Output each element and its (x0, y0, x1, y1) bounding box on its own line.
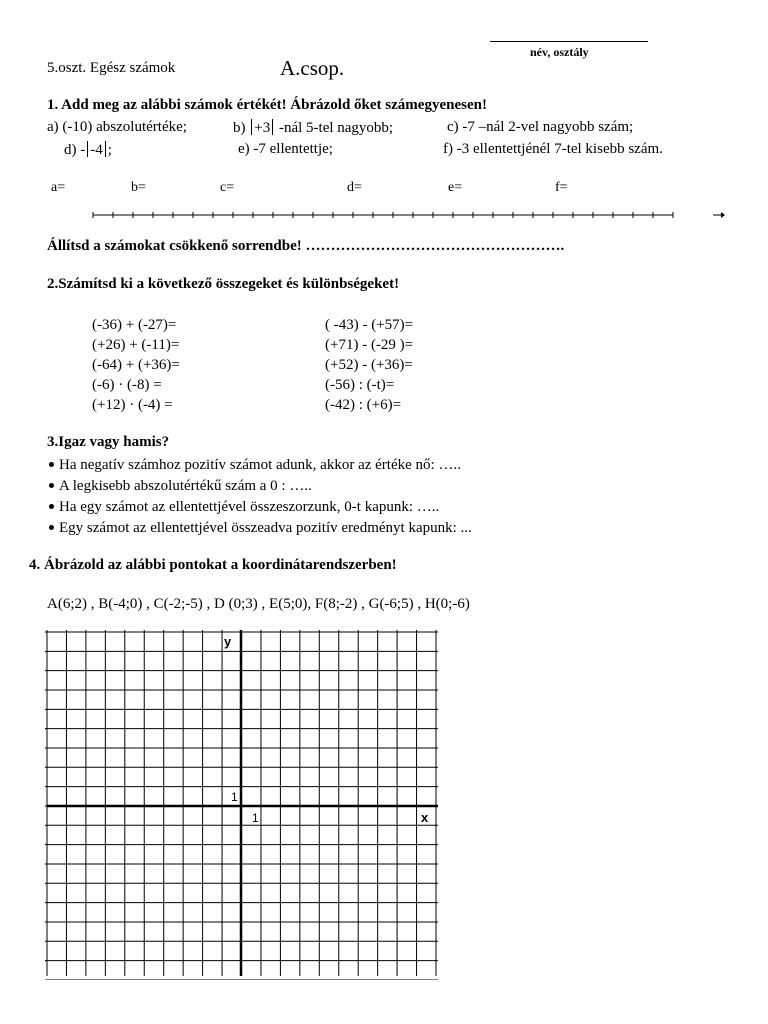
task1-d: d) - -4 ; (64, 142, 112, 158)
expression: (+12) · (-4) = (92, 397, 173, 413)
name-class-label: név, osztály (530, 45, 589, 59)
unit-x-label: 1 (252, 811, 259, 825)
y-axis-label: y (224, 634, 232, 649)
order-prompt: Állítsd a számokat csökkenő sorrendbe! ……………………………………………. (47, 238, 565, 254)
x-axis-label: x (421, 810, 429, 825)
list-item: Ha negatív számhoz pozitív számot adunk, akkor az értéke nő: ….. (47, 455, 472, 476)
answer-d: d= (347, 180, 362, 195)
worksheet-title: 5.oszt. Egész számok (47, 60, 176, 76)
task1-c: c) -7 –nál 2-vel nagyobb szám; (447, 119, 634, 135)
expression: (+26) + (-11)= (92, 337, 180, 353)
bullet-icon (49, 483, 54, 488)
task1-title: 1. Add meg az alábbi számok értékét! Ábrázold őket számegyenesen! (47, 97, 487, 113)
task4-points: A(6;2) , B(-4;0) , C(-2;-5) , D (0;3) , E(5;0), F(8;-2) , G(-6;5) , H(0;-6) (47, 596, 470, 612)
expression: (-64) + (+36)= (92, 357, 180, 373)
expression: ( -43) - (+57)= (325, 317, 414, 333)
task3-list (47, 455, 472, 539)
task2-title: 2.Számítsd ki a következő összegeket és különbségeket! (47, 276, 400, 292)
list-item: Egy számot az ellentettjével összeadva pozitív eredményt kapunk: ... (47, 518, 472, 539)
task1-e: e) -7 ellentettje; (238, 141, 333, 157)
expression: (+52) - (+36)= (325, 357, 413, 373)
expression: (+71) - (-29 )= (325, 337, 414, 353)
group-label: A.csop. (280, 56, 345, 80)
list-item: A legkisebb abszolutértékű szám a 0 : ….. (47, 476, 472, 497)
task2-left-column (92, 315, 180, 415)
arrow-right-icon (721, 212, 725, 218)
expression: (-42) : (+6)= (325, 397, 402, 413)
number-line (85, 205, 730, 225)
bullet-icon (49, 504, 54, 509)
bullet-icon (49, 462, 54, 467)
task1-b: b) +3 -nál 5-tel nagyobb; (233, 120, 394, 136)
task4-title: 4. Ábrázold az alábbi pontokat a koordinátarendszerben! (29, 557, 397, 573)
answer-a: a= (51, 180, 66, 195)
task1-f: f) -3 ellentettjénél 7-tel kisebb szám. (443, 141, 663, 157)
unit-y-label: 1 (231, 790, 238, 804)
expression: (-36) + (-27)= (92, 317, 177, 333)
answer-f: f= (555, 180, 568, 195)
answer-e: e= (448, 180, 463, 195)
bullet-icon (49, 525, 54, 530)
task3-title: 3.Igaz vagy hamis? (47, 434, 170, 450)
list-item: Ha egy számot az ellentettjével összeszorzunk, 0-t kapunk: ….. (47, 497, 472, 518)
answer-c: c= (220, 180, 235, 195)
expression: (-6) · (-8) = (92, 377, 162, 393)
task2-right-column (325, 315, 413, 415)
task1-a: a) (-10) abszolutértéke; (47, 119, 187, 135)
name-underline (490, 41, 648, 42)
coordinate-grid (30, 630, 450, 980)
answer-b: b= (131, 180, 146, 195)
expression: (-56) : (-t)= (325, 377, 395, 393)
